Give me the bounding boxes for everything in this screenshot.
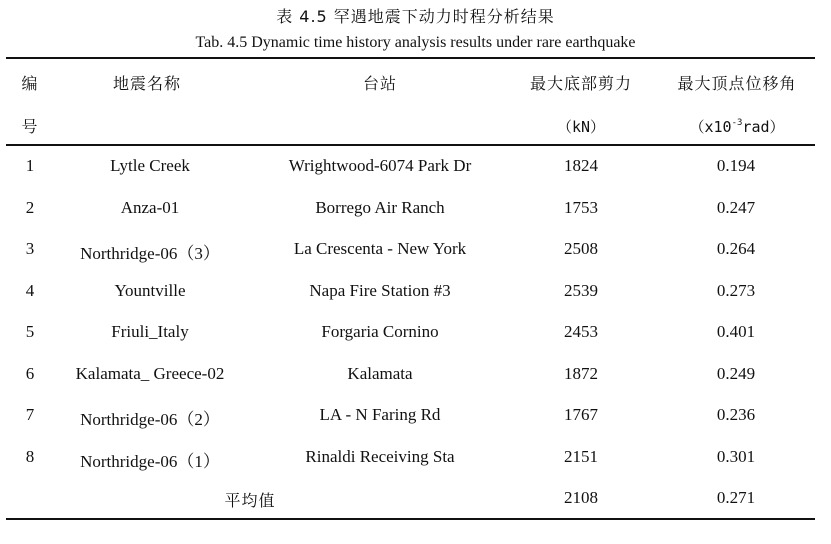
header-quake-name: 地震名称 bbox=[112, 74, 181, 93]
cell-station: Napa Fire Station #3 bbox=[309, 281, 451, 300]
cell-quake-name: Anza-01 bbox=[120, 198, 180, 217]
cell-drift: 0.264 bbox=[716, 239, 756, 258]
cell-no: 5 bbox=[25, 322, 35, 341]
cell-station: Forgaria Cornino bbox=[321, 322, 439, 341]
cell-shear: 2453 bbox=[564, 322, 598, 341]
header-shear-unit: （kN） bbox=[556, 118, 606, 136]
table-caption-en: Tab. 4.5 Dynamic time history analysis results under rare earthquake bbox=[195, 34, 636, 51]
table-caption-zh: 表 4.5 罕遇地震下动力时程分析结果 bbox=[276, 7, 555, 26]
cell-drift: 0.249 bbox=[716, 364, 756, 383]
header-max-base-shear: 最大底部剪力 bbox=[529, 74, 632, 93]
cell-drift: 0.247 bbox=[716, 198, 756, 217]
header-no-2: 号 bbox=[21, 117, 39, 136]
average-shear: 2108 bbox=[564, 488, 598, 507]
cell-shear: 1767 bbox=[564, 405, 598, 424]
cell-no: 3 bbox=[25, 239, 35, 258]
cell-no: 1 bbox=[25, 156, 35, 175]
cell-station: Borrego Air Ranch bbox=[315, 198, 445, 217]
cell-shear: 1872 bbox=[564, 364, 598, 383]
cell-drift: 0.301 bbox=[716, 447, 756, 466]
cell-quake-name: Northridge-06（1） bbox=[80, 452, 220, 471]
cell-quake-name: Yountville bbox=[114, 281, 186, 300]
cell-quake-name: Northridge-06（2） bbox=[80, 410, 220, 429]
average-drift: 0.271 bbox=[716, 488, 756, 507]
cell-drift: 0.273 bbox=[716, 281, 756, 300]
cell-drift: 0.401 bbox=[716, 322, 756, 341]
cell-station: Kalamata bbox=[347, 364, 413, 383]
cell-station: Wrightwood-6074 Park Dr bbox=[288, 156, 472, 175]
header-max-top-drift: 最大顶点位移角 bbox=[677, 74, 797, 93]
cell-station: La Crescenta - New York bbox=[293, 239, 467, 258]
header-rule bbox=[6, 144, 815, 146]
average-label: 平均值 bbox=[224, 491, 276, 510]
top-rule bbox=[6, 57, 815, 59]
bottom-rule bbox=[6, 518, 815, 520]
cell-quake-name: Kalamata_ Greece-02 bbox=[75, 364, 225, 383]
header-drift-unit: $(x10^{-3}rad)$ bbox=[689, 118, 785, 136]
cell-no: 4 bbox=[25, 281, 35, 300]
cell-station: LA - N Faring Rd bbox=[319, 405, 441, 424]
cell-shear: 2151 bbox=[564, 447, 598, 466]
cell-shear: 1824 bbox=[564, 156, 598, 175]
cell-no: 8 bbox=[25, 447, 35, 466]
cell-quake-name: Lytle Creek bbox=[110, 156, 190, 175]
cell-drift: 0.236 bbox=[716, 405, 756, 424]
cell-no: 7 bbox=[25, 405, 35, 424]
cell-station: Rinaldi Receiving Sta bbox=[305, 447, 455, 466]
header-no-1: 编 bbox=[21, 74, 39, 93]
cell-drift: 0.194 bbox=[716, 156, 756, 175]
cell-no: 6 bbox=[25, 364, 35, 383]
header-station: 台站 bbox=[362, 74, 397, 93]
cell-no: 2 bbox=[25, 198, 35, 217]
cell-quake-name: Northridge-06（3） bbox=[80, 244, 220, 263]
cell-shear: 2508 bbox=[564, 239, 598, 258]
cell-shear: 1753 bbox=[564, 198, 598, 217]
cell-shear: 2539 bbox=[564, 281, 598, 300]
cell-quake-name: Friuli_Italy bbox=[111, 322, 189, 341]
